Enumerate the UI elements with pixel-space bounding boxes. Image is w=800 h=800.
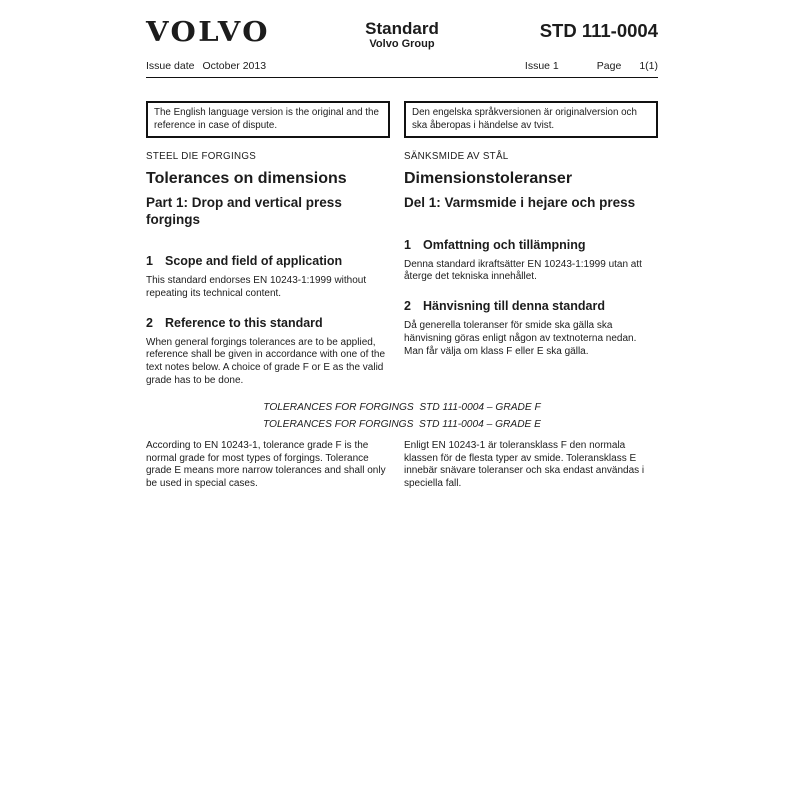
- document-number: STD 111-0004: [539, 20, 658, 41]
- section-body-en-1: This standard endorses EN 10243-1:1999 without repeating its technical content.: [146, 275, 367, 299]
- header-title-block: [306, 20, 498, 51]
- tolerance-note-grade-f: TOLERANCES FOR FORGINGS STD 111-0004 – GRADE F: [263, 401, 541, 413]
- kicker-swedish: SÄNKSMIDE AV STÅL: [404, 151, 509, 162]
- section-en-2: [146, 316, 390, 388]
- section-title: Omfattning och tillämpning: [423, 237, 586, 252]
- closing-paragraph-english: According to EN 10243-1, tolerance grade F is the normal grade for most types of forgings. Tolerance grade E means more narrow tolerances and shall only be used in special cases.: [146, 439, 386, 490]
- document-content: [146, 18, 658, 491]
- section-title: Scope and field of application: [165, 254, 343, 268]
- document-header: [146, 18, 658, 78]
- issue-number: Issue 1: [524, 60, 559, 72]
- column-english: [146, 151, 390, 388]
- section-heading-sv-1: [404, 238, 658, 252]
- kicker-english: STEEL DIE FORGINGS: [146, 151, 257, 162]
- volvo-logo: VOLVO: [146, 16, 270, 48]
- section-sv-2: [404, 299, 658, 358]
- header-top-row: [146, 18, 658, 51]
- tolerance-reference-notes: [146, 399, 658, 434]
- issue-page-info: [525, 60, 658, 72]
- section-body-en-2: When general forgings tolerances are to be applied, reference shall be given in accordance with one of the text notes below. A choice of grade F or E as the valid grade has to be done.: [146, 336, 386, 386]
- organization-name: Volvo Group: [369, 38, 435, 50]
- issue-info-row: [146, 60, 658, 72]
- section-number: 2: [404, 299, 411, 314]
- notice-swedish: Den engelska språkversionen är originalversion och ska åberopas i händelse av tvist.: [404, 101, 658, 138]
- tolerance-note-grade-e: TOLERANCES FOR FORGINGS STD 111-0004 – GRADE E: [263, 419, 541, 431]
- section-body-sv-1: Denna standard ikraftsätter EN 10243-1:1999 utan att återge det tekniska innehållet.: [404, 258, 642, 283]
- issue-date: [146, 60, 266, 72]
- page-value: 1(1): [639, 60, 658, 72]
- section-title: Reference to this standard: [165, 315, 323, 330]
- section-body-sv-2: Då generella toleranser för smide ska gälla ska hänvisning göras enligt någon av textnoterna nedan. Man får välja om klass F eller E ska gälla.: [404, 320, 637, 357]
- title-swedish: Dimensionstoleranser: [404, 170, 573, 187]
- section-heading-en-1: [146, 254, 390, 268]
- document-type-title: Standard: [365, 19, 439, 38]
- section-title: Hänvisning till denna standard: [423, 299, 605, 314]
- page-label: Page: [596, 60, 622, 72]
- section-number: 1: [146, 254, 153, 268]
- closing-paragraph-swedish: Enligt EN 10243-1 är toleransklass F den normala klassen för de flesta typer av smide. Toleransklass E innebär snävare toleranser och ska endast användas i speciella fall.: [404, 439, 645, 490]
- issue-date-value: October 2013: [202, 60, 267, 72]
- subtitle-english: Part 1: Drop and vertical press forgings: [146, 195, 342, 227]
- notice-english: The English language version is the original and the reference in case of dispute.: [146, 101, 390, 138]
- section-number: 2: [146, 315, 153, 330]
- issue-date-label: Issue date: [146, 60, 195, 72]
- language-notices: [146, 101, 658, 138]
- section-en-1: [146, 254, 390, 301]
- section-heading-en-2: [146, 316, 390, 330]
- section-sv-1: [404, 238, 658, 285]
- body-columns: [146, 151, 658, 388]
- column-swedish: [404, 151, 658, 388]
- subtitle-swedish: Del 1: Varmsmide i hejare och press: [404, 195, 636, 210]
- section-heading-sv-2: [404, 299, 658, 313]
- title-english: Tolerances on dimensions: [146, 170, 347, 187]
- header-divider-line: [146, 77, 658, 78]
- section-number: 1: [404, 237, 411, 252]
- closing-columns: [146, 440, 658, 491]
